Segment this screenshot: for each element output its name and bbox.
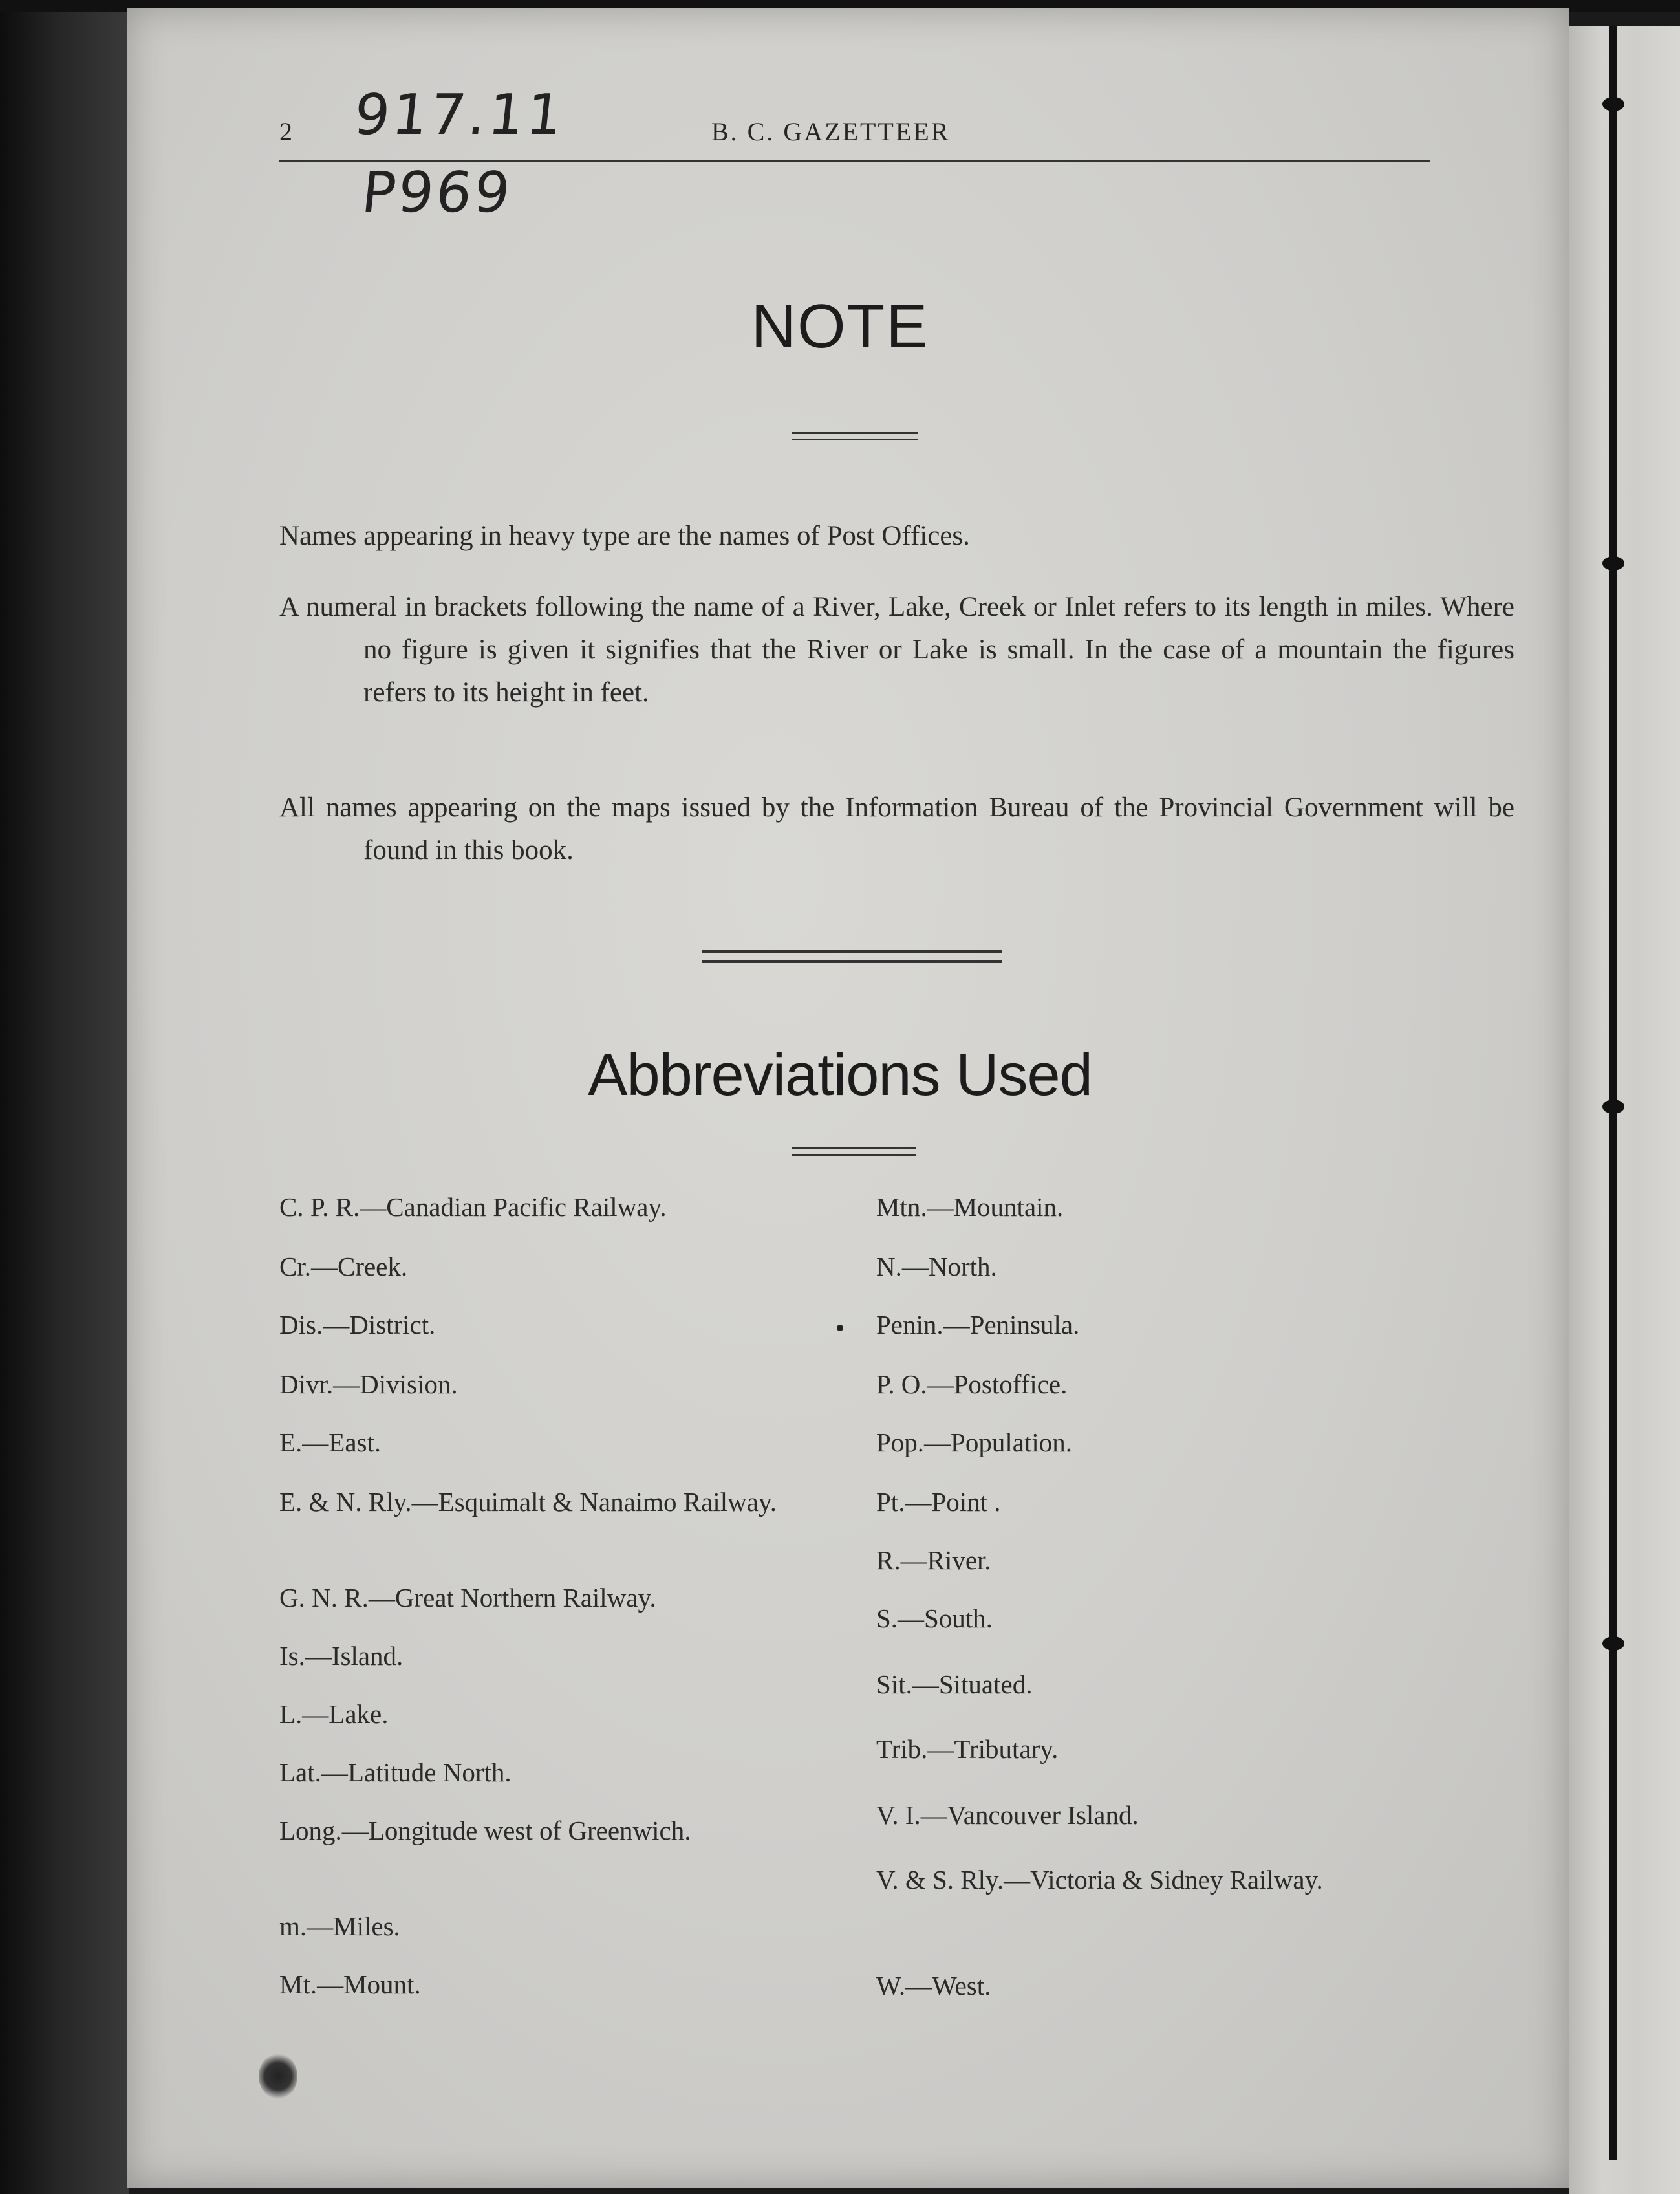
abbreviation-entry: E. & N. Rly.—Esquimalt & Nanaimo Railway. xyxy=(279,1487,777,1517)
note-paragraph: All names appearing on the maps issued by the Information Bureau of the Provincial Government will be found in this book. xyxy=(279,792,1514,865)
abbreviation-entry: Long.—Longitude west of Greenwich. xyxy=(279,1816,691,1845)
note-title: NOTE xyxy=(751,292,929,361)
note-paragraph: Names appearing in heavy type are the names of Post Offices. xyxy=(279,521,970,551)
page-number: 2 xyxy=(279,117,292,146)
abbreviation-entry: Mt.—Mount. xyxy=(279,1970,421,1999)
abbreviation-entry: V. & S. Rly.—Victoria & Sidney Railway. xyxy=(876,1865,1323,1895)
abbreviation-entry: C. P. R.—Canadian Pacific Railway. xyxy=(279,1192,667,1222)
binding-knot xyxy=(1602,556,1624,570)
abbreviation-entry: W.—West. xyxy=(876,1971,991,2001)
abbreviation-entry: S.—South. xyxy=(876,1603,993,1633)
abbreviation-entry: Lat.—Latitude North. xyxy=(279,1757,512,1787)
abbreviation-entry: Mtn.—Mountain. xyxy=(876,1192,1064,1222)
abbreviation-entry: R.—River. xyxy=(876,1545,991,1575)
binding-knot xyxy=(1602,97,1624,111)
section-divider xyxy=(702,950,1002,964)
stray-dot xyxy=(837,1325,843,1331)
note-title-rule xyxy=(792,432,918,441)
abbreviation-entry: m.—Miles. xyxy=(279,1911,400,1941)
ink-blot xyxy=(259,2054,297,2099)
abbreviation-entry: L.—Lake. xyxy=(279,1699,389,1729)
handwritten-call-number: P969 xyxy=(358,160,516,225)
abbreviation-entry: G. N. R.—Great Northern Railway. xyxy=(279,1583,656,1613)
binding-knot xyxy=(1602,1636,1624,1651)
running-head: B. C. GAZETTEER xyxy=(711,117,951,146)
abbreviation-entry: Cr.—Creek. xyxy=(279,1252,408,1281)
abbreviations-title-rule xyxy=(792,1147,916,1157)
note-paragraph: A numeral in brackets following the name of a River, Lake, Creek or Inlet refers to its length in miles. Where no figure is given it signifies that the River or Lake is small. In the case of a mountain the figures refers to its height in feet. xyxy=(279,592,1514,708)
abbreviation-entry: E.—East. xyxy=(279,1428,382,1457)
abbreviation-entry: Divr.—Division. xyxy=(279,1369,458,1399)
abbreviation-entry: Pt.—Point . xyxy=(876,1487,1001,1517)
abbreviation-entry: Sit.—Situated. xyxy=(876,1669,1033,1699)
abbreviation-entry: Pop.—Population. xyxy=(876,1428,1072,1457)
handwritten-call-number: 917.11 xyxy=(350,83,568,147)
abbreviation-entry: Trib.—Tributary. xyxy=(876,1734,1059,1764)
abbreviation-entry: Dis.—District. xyxy=(279,1310,436,1340)
abbreviations-title: Abbreviations Used xyxy=(588,1042,1092,1108)
abbreviation-entry: N.—North. xyxy=(876,1252,997,1281)
abbreviation-entry: P. O.—Postoffice. xyxy=(876,1369,1068,1399)
abbreviation-entry: Is.—Island. xyxy=(279,1641,404,1671)
abbreviation-entry: V. I.—Vancouver Island. xyxy=(876,1800,1139,1830)
abbreviation-entry: Penin.—Peninsula. xyxy=(876,1310,1080,1340)
